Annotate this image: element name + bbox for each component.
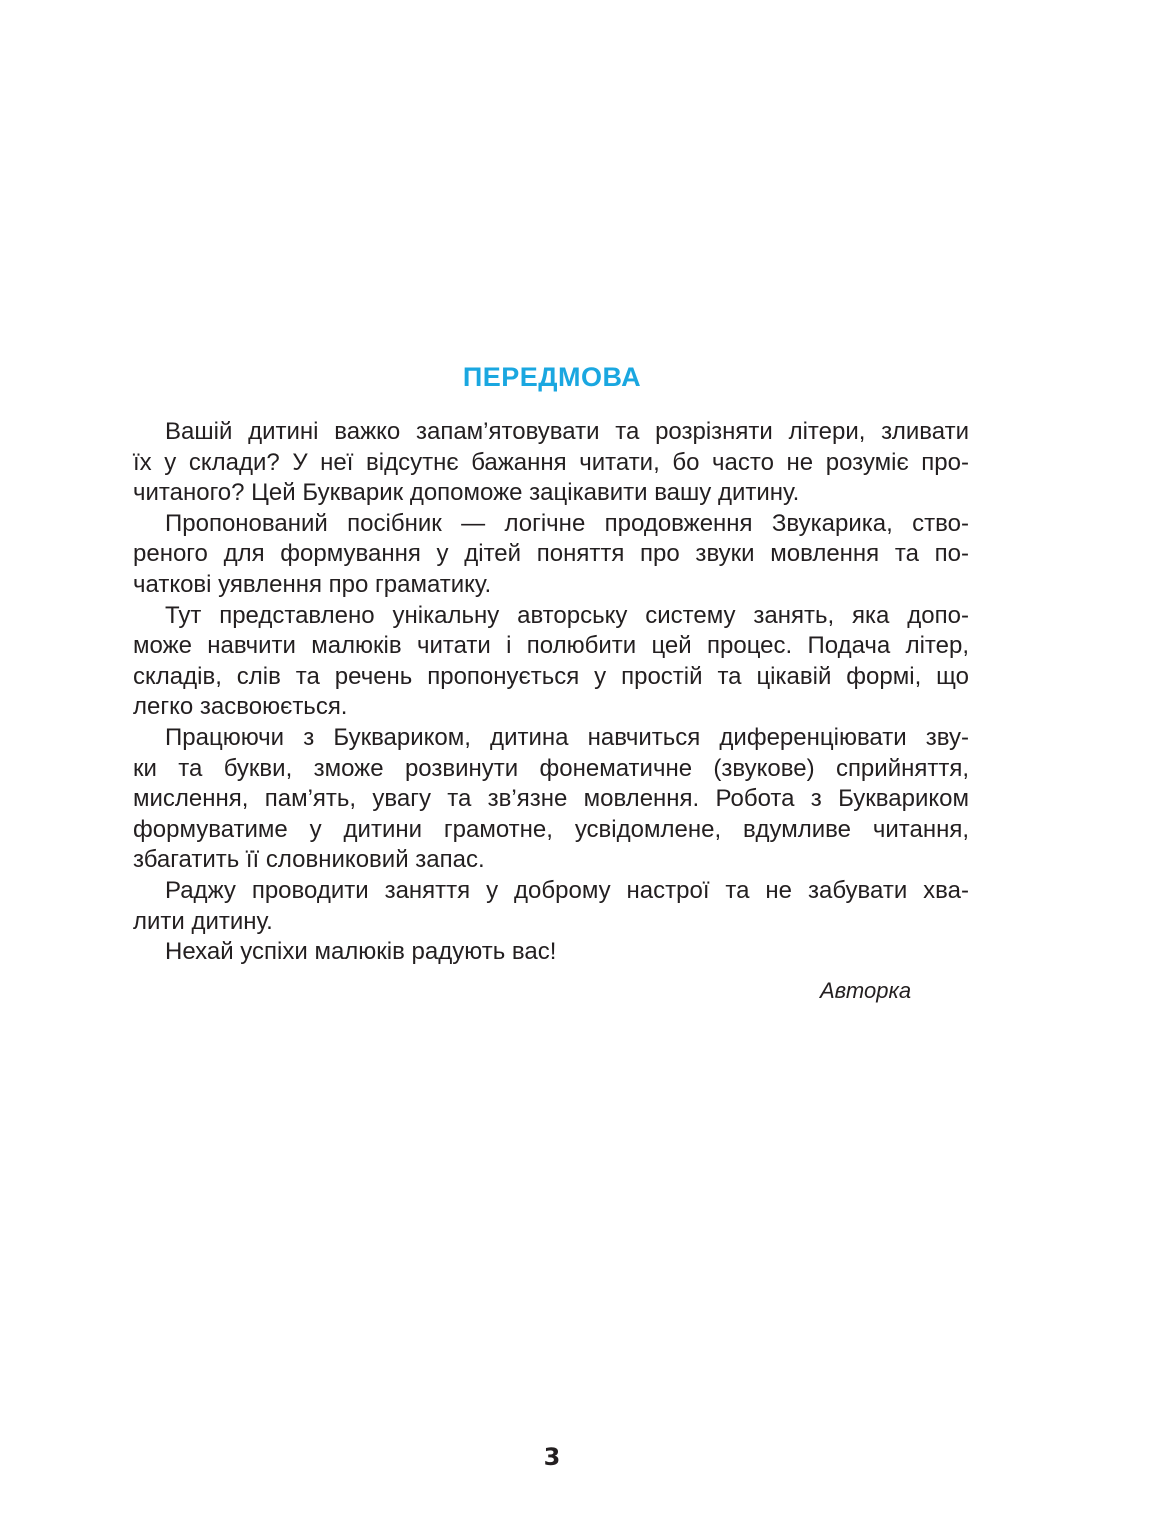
preface-body: [133, 417, 969, 968]
paragraph-line: їх у склади? У неї відсутнє бажання читати, бо часто не розуміє про-: [133, 448, 969, 476]
paragraph-line: мислення, пам’ять, увагу та зв’язне мовлення. Робота з Буквариком: [133, 785, 969, 813]
paragraph-6: [133, 937, 969, 968]
paragraph-line: лити дитину.: [133, 907, 273, 935]
paragraph-line: може навчити малюків читати і полюбити цей процес. Подача літер,: [133, 632, 969, 660]
paragraph-line: збагатить її словниковий запас.: [133, 846, 485, 874]
author-signature: Авторка: [820, 978, 912, 1003]
paragraph-line: ки та букви, зможе розвинути фонематичне (звукове) сприйняття,: [133, 754, 969, 782]
paragraph-line: читаного? Цей Букварик допоможе зацікавити вашу дитину.: [133, 479, 800, 507]
paragraph-line: чаткові уявлення про граматику.: [133, 570, 492, 598]
paragraph-line: Нехай успіхи малюків радують вас!: [165, 938, 557, 966]
paragraph-4: [133, 723, 969, 876]
paragraph-line: Тут представлено унікальну авторську систему занять, яка допо-: [165, 601, 969, 629]
paragraph-line: реного для формування у дітей поняття про звуки мовлення та по-: [133, 540, 969, 568]
paragraph-line: легко засвоюється.: [133, 693, 348, 721]
paragraph-line: Працюючи з Буквариком, дитина навчиться диференціювати зву-: [165, 723, 969, 751]
paragraph-line: Раджу проводити заняття у доброму настрої та не забувати хва-: [165, 876, 969, 904]
paragraph-5: [133, 876, 969, 937]
page-title: ПЕРЕДМОВА: [462, 362, 642, 392]
paragraph-1: [133, 417, 969, 509]
paragraph-3: [133, 601, 969, 723]
paragraph-2: [133, 509, 969, 601]
paragraph-line: Пропонований посібник — логічне продовження Звукарика, ство-: [165, 509, 969, 537]
paragraph-line: формуватиме у дитини грамотне, усвідомлене, вдумливе читання,: [133, 815, 969, 843]
paragraph-line: Вашій дитині важко запам’ятовувати та розрізняти літери, зливати: [165, 418, 969, 445]
page-number: 3: [543, 1443, 561, 1471]
paragraph-line: складів, слів та речень пропонується у простій та цікавій формі, що: [133, 662, 969, 690]
